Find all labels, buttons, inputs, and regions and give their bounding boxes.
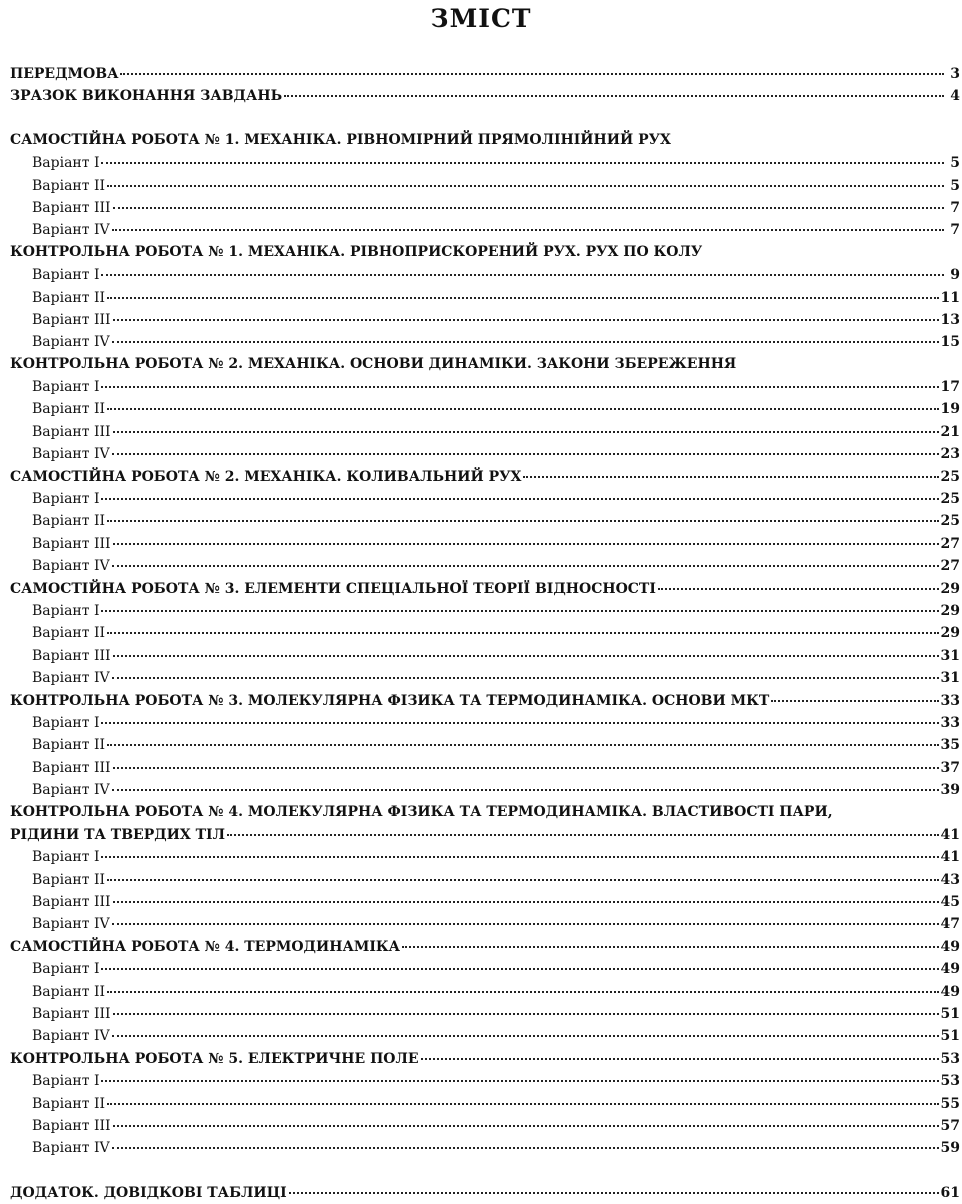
toc-entry-label: САМОСТІЙНА РОБОТА № 3. ЕЛЕМЕНТИ СПЕЦІАЛЬНОЇ ТЕОРІЇ ВІДНОСНОСТІ	[10, 580, 656, 597]
toc-page-number: 17	[940, 379, 960, 396]
toc-page-number: 43	[940, 871, 960, 888]
toc-entry-label: Варіант III	[32, 199, 111, 216]
dot-leader	[112, 1133, 939, 1149]
toc-entry-label: Варіант I	[32, 155, 100, 172]
toc-entry-label: КОНТРОЛЬНА РОБОТА № 3. МОЛЕКУЛЯРНА ФІЗИКА ТА ТЕРМОДИНАМІКА. ОСНОВИ МКТ	[10, 692, 770, 709]
toc-entry-label: Варіант IV	[32, 558, 110, 575]
toc-page-number: 31	[940, 647, 960, 664]
toc-entry-label: Варіант III	[32, 894, 111, 911]
toc-page-number: 57	[940, 1117, 960, 1134]
dot-leader	[107, 171, 944, 187]
toc-page-number: 5	[950, 177, 960, 194]
toc-page-number: 3	[950, 66, 960, 82]
dot-leader	[284, 81, 944, 97]
dot-leader	[113, 417, 939, 433]
dot-leader	[101, 484, 938, 500]
dot-leader	[421, 1044, 939, 1060]
toc-page-number: 21	[940, 423, 960, 440]
toc-page-number: 4	[950, 88, 960, 105]
toc-entry-label: Варіант IV	[32, 1028, 110, 1045]
dot-leader	[658, 574, 939, 590]
dot-leader	[107, 506, 939, 522]
dot-leader	[101, 260, 944, 276]
dot-leader	[113, 999, 939, 1015]
toc-page-number: 29	[940, 580, 960, 597]
toc-entry-label: САМОСТІЙНА РОБОТА № 4. ТЕРМОДИНАМІКА	[10, 938, 401, 955]
toc-entry-label: САМОСТІЙНА РОБОТА № 1. МЕХАНІКА. РІВНОМІРНИЙ ПРЯМОЛІНІЙНИЙ РУХ	[10, 131, 671, 148]
toc-page-number: 33	[940, 714, 960, 731]
toc-entry-label: Варіант III	[32, 759, 111, 776]
toc-variant-entry[interactable]	[10, 330, 960, 352]
toc-page-number: 39	[940, 782, 960, 799]
toc-page-number: 19	[940, 401, 960, 418]
toc-entry-label: Варіант I	[32, 267, 100, 284]
dot-leader	[112, 327, 939, 343]
toc-page-number: 29	[940, 625, 960, 642]
toc-entry-label: Варіант II	[32, 625, 106, 642]
dot-leader	[112, 215, 944, 231]
toc-page-number: 25	[940, 513, 960, 530]
toc-entry-label: РІДИНИ ТА ТВЕРДИХ ТІЛ	[10, 826, 225, 843]
dot-leader	[113, 1111, 939, 1127]
dot-leader	[101, 1066, 938, 1082]
dot-leader	[402, 932, 938, 948]
toc-entry-label: Варіант II	[32, 177, 106, 194]
toc-entry-label: Варіант I	[32, 379, 100, 396]
dot-leader	[113, 887, 939, 903]
toc-page-number: 15	[940, 334, 960, 351]
toc-page-number: 41	[940, 849, 960, 866]
dot-leader	[289, 1178, 939, 1194]
toc-page-number: 49	[940, 961, 960, 978]
toc-page-number: 7	[950, 199, 960, 216]
toc-page-number: 51	[940, 1028, 960, 1045]
toc-entry-label: Варіант II	[32, 513, 106, 530]
toc-entry-label: Варіант II	[32, 871, 106, 888]
toc-page-number: 29	[940, 602, 960, 619]
toc-page-number: 61	[940, 1184, 960, 1201]
toc-page-number: 23	[940, 446, 960, 463]
dot-leader	[107, 618, 939, 634]
dot-leader	[107, 865, 939, 881]
toc-entry-label: Варіант IV	[32, 222, 110, 239]
toc-page-number: 25	[940, 491, 960, 508]
dot-leader	[227, 820, 939, 836]
toc-page-number: 7	[950, 222, 960, 239]
toc-page-number: 53	[940, 1073, 960, 1090]
dot-leader	[112, 909, 939, 925]
toc-entry-label: САМОСТІЙНА РОБОТА № 2. МЕХАНІКА. КОЛИВАЛЬНИЙ РУХ	[10, 468, 522, 485]
dot-leader	[113, 193, 944, 209]
dot-leader	[120, 59, 944, 75]
toc-entry-label: ДОДАТОК. ДОВІДКОВІ ТАБЛИЦІ	[10, 1184, 287, 1201]
toc-page-number: 33	[940, 692, 960, 709]
toc-entry-label: ПЕРЕДМОВА	[10, 66, 119, 82]
dot-leader	[113, 641, 939, 657]
dot-leader	[101, 596, 938, 612]
page-title: ЗМІСТ	[430, 4, 532, 33]
toc-page-number: 25	[940, 468, 960, 485]
dot-leader	[101, 708, 938, 724]
toc-entry-label: Варіант I	[32, 849, 100, 866]
dot-leader	[113, 529, 939, 545]
toc-page-number: 55	[940, 1095, 960, 1112]
toc-entry-label: Варіант I	[32, 961, 100, 978]
toc-page-number: 9	[950, 267, 960, 284]
toc-entry-label: Варіант I	[32, 1073, 100, 1090]
dot-leader	[113, 305, 939, 321]
toc-entry-label: Варіант IV	[32, 334, 110, 351]
toc-entry-label: Варіант I	[32, 491, 100, 508]
toc-entry-label: КОНТРОЛЬНА РОБОТА № 5. ЕЛЕКТРИЧНЕ ПОЛЕ	[10, 1050, 419, 1067]
dot-leader	[101, 954, 938, 970]
toc-entry-label: КОНТРОЛЬНА РОБОТА № 2. МЕХАНІКА. ОСНОВИ ДИНАМІКИ. ЗАКОНИ ЗБЕРЕЖЕННЯ	[10, 355, 737, 372]
toc-page-number: 5	[950, 155, 960, 172]
dot-leader	[112, 663, 939, 679]
toc-page-number: 45	[940, 894, 960, 911]
toc-entry-label: Варіант I	[32, 602, 100, 619]
toc-entry-label: Варіант IV	[32, 670, 110, 687]
toc-entry-label: Варіант II	[32, 1095, 106, 1112]
toc-page-number: 27	[940, 535, 960, 552]
table-of-contents	[10, 62, 960, 1203]
toc-entry-label: Варіант III	[32, 311, 111, 328]
toc-section-entry[interactable]	[10, 84, 960, 106]
toc-entry-label: Варіант II	[32, 289, 106, 306]
toc-page-number: 51	[940, 1006, 960, 1023]
dot-leader	[771, 686, 938, 702]
dot-leader	[523, 462, 938, 478]
toc-entry-label: Варіант I	[32, 714, 100, 731]
toc-page-number: 11	[940, 289, 960, 306]
dot-leader	[107, 730, 939, 746]
toc-entry-label: Варіант II	[32, 401, 106, 418]
dot-leader	[101, 148, 944, 164]
toc-entry-label: Варіант III	[32, 1117, 111, 1134]
toc-entry-label: КОНТРОЛЬНА РОБОТА № 1. МЕХАНІКА. РІВНОПРИСКОРЕНИЙ РУХ. РУХ ПО КОЛУ	[10, 243, 703, 260]
toc-entry-label: КОНТРОЛЬНА РОБОТА № 4. МОЛЕКУЛЯРНА ФІЗИКА ТА ТЕРМОДИНАМІКА. ВЛАСТИВОСТІ ПАРИ,	[10, 803, 833, 820]
toc-page-number: 47	[940, 916, 960, 933]
dot-leader	[107, 977, 939, 993]
toc-variant-entry[interactable]	[10, 778, 960, 800]
dot-leader	[112, 775, 939, 791]
toc-page-number: 49	[940, 983, 960, 1000]
toc-page-number: 53	[940, 1050, 960, 1067]
toc-page-number: 31	[940, 670, 960, 687]
dot-leader	[112, 439, 939, 455]
toc-entry-label: ЗРАЗОК ВИКОНАННЯ ЗАВДАНЬ	[10, 88, 283, 105]
dot-leader	[107, 394, 939, 410]
toc-page-number: 37	[940, 759, 960, 776]
toc-entry-label: Варіант II	[32, 737, 106, 754]
toc-entry-label: Варіант III	[32, 535, 111, 552]
toc-entry-label: Варіант IV	[32, 1140, 110, 1157]
dot-leader	[107, 1089, 939, 1105]
toc-page-number: 27	[940, 558, 960, 575]
toc-entry-label: Варіант III	[32, 1006, 111, 1023]
dot-leader	[112, 1021, 939, 1037]
toc-variant-entry[interactable]	[10, 1136, 960, 1158]
toc-page-number: 59	[940, 1140, 960, 1157]
toc-page-number: 49	[940, 938, 960, 955]
dot-leader	[101, 842, 938, 858]
toc-page-number: 41	[940, 826, 960, 843]
toc-entry-label: Варіант III	[32, 647, 111, 664]
toc-variant-entry[interactable]	[10, 218, 960, 240]
dot-leader	[113, 753, 939, 769]
toc-page-number: 13	[940, 311, 960, 328]
dot-leader	[112, 551, 939, 567]
toc-entry-label: Варіант IV	[32, 782, 110, 799]
toc-entry-label: Варіант III	[32, 423, 111, 440]
dot-leader	[101, 372, 938, 388]
dot-leader	[107, 283, 939, 299]
toc-page-number: 35	[940, 737, 960, 754]
toc-entry-label: Варіант IV	[32, 916, 110, 933]
toc-entry-label: Варіант IV	[32, 446, 110, 463]
toc-entry-label: Варіант II	[32, 983, 106, 1000]
